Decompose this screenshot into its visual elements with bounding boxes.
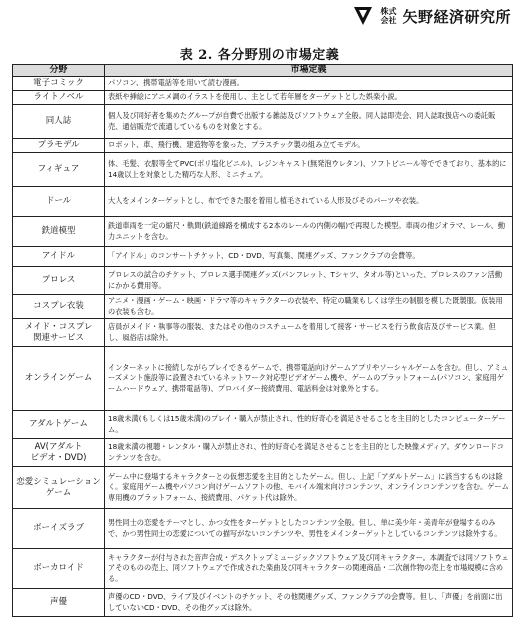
definition-cell: 男性同士の恋愛をテーマとし、かつ女性をターゲットとしたコンテンツ全般。但し、単に美少年・美青年が登場するのみで、かつ男性同士の恋愛についての描写がないコンテンツや、男性をメインターゲットとしているコンテンツは除外する。 bbox=[105, 509, 513, 549]
table-row bbox=[13, 411, 513, 439]
category-cell bbox=[13, 295, 105, 319]
table-row bbox=[13, 153, 513, 187]
table-row bbox=[13, 247, 513, 267]
yano-logo-icon bbox=[352, 5, 374, 27]
table-row bbox=[13, 105, 513, 139]
definition-cell: ロボット、車、飛行機、建造物等を象った、プラスチック製の組み立てモデル。 bbox=[105, 139, 513, 153]
category-cell bbox=[13, 319, 105, 347]
category-cell bbox=[13, 247, 105, 267]
table-row bbox=[13, 267, 513, 295]
definition-cell: 鉄道車両を一定の縮尺・軌間(鉄道線路を構成する2本のレールの内側の幅)で再現した模型。車両の他ジオラマ、レール、動力ユニットを含む。 bbox=[105, 217, 513, 247]
table-row bbox=[13, 509, 513, 549]
category-cell bbox=[13, 411, 105, 439]
table-row bbox=[13, 589, 513, 617]
category-cell bbox=[13, 105, 105, 139]
category-label: フィギュア bbox=[37, 164, 80, 174]
category-label: コスプレ衣装 bbox=[33, 301, 84, 311]
category-label: オンラインゲーム bbox=[24, 373, 93, 383]
definition-cell: ゲーム中に登場するキャラクターとの仮想恋愛を主目的としたゲーム。但し、上記「アダルトゲーム」に該当するものは除く。家庭用ゲーム機やパソコン向けゲームソフトの他、モバイル端末向けコンテンツ、オンラインコンテンツを含む。ゲーム専用機のプラットフォーム、接続費用、パケット代は除外。 bbox=[105, 467, 513, 509]
category-label: アダルトゲーム bbox=[29, 419, 88, 429]
definition-cell: アニメ・漫画・ゲーム・映画・ドラマ等のキャラクターの衣装や、特定の職業もしくは学生の制服を模した既製服。仮装用の衣装も含む。 bbox=[105, 295, 513, 319]
table-row bbox=[13, 347, 513, 411]
table-row bbox=[13, 319, 513, 347]
definition-cell: インターネットに接続しながらプレイできるゲームで、携帯電話向けゲームアプリやソーシャルゲームを含む。但し、アミューズメント施設等に設置されているネットワーク対応型ビデオゲーム機や、ゲームのプラットフォーム(パソコン、家庭用ゲームハードウェア、携帯電話等)、プロバイダー接続費用、電話料金は対象外とする。 bbox=[105, 347, 513, 411]
table-row bbox=[13, 549, 513, 589]
table-row bbox=[13, 439, 513, 467]
category-label: アイドル bbox=[41, 251, 76, 261]
definition-cell: 店員がメイド・執事等の服装、またはその他のコスチュームを着用して接客・サービスを行う飲食店及びサービス業。但し、風俗店は除外。 bbox=[105, 319, 513, 347]
table-row bbox=[13, 217, 513, 247]
category-cell bbox=[13, 153, 105, 187]
category-label: 声優 bbox=[49, 597, 67, 607]
table-row bbox=[13, 187, 513, 217]
brand-header bbox=[352, 2, 511, 30]
category-label: ライトノベル bbox=[33, 92, 84, 102]
table-row bbox=[13, 91, 513, 105]
category-label: 恋愛シミュレーション ゲーム bbox=[16, 476, 101, 498]
category-label: 鉄道模型 bbox=[41, 226, 76, 236]
category-cell bbox=[13, 509, 105, 549]
definition-cell: パソコン、携帯電話等を用いて読む漫画。 bbox=[105, 77, 513, 91]
category-cell bbox=[13, 139, 105, 153]
category-label: AV(アダルト ビデオ・DVD) bbox=[30, 441, 87, 463]
category-cell bbox=[13, 467, 105, 509]
category-cell bbox=[13, 187, 105, 217]
category-label: ドール bbox=[45, 196, 72, 206]
table-row bbox=[13, 139, 513, 153]
company-type-label: 株式 会社 bbox=[380, 6, 397, 25]
category-label: ボーイズラブ bbox=[33, 523, 84, 533]
category-label: 同人誌 bbox=[45, 116, 72, 126]
category-label: プラモデル bbox=[37, 140, 80, 150]
market-definition-table bbox=[12, 64, 513, 617]
category-cell bbox=[13, 439, 105, 467]
table-row bbox=[13, 77, 513, 91]
definition-cell: キャラクターが付与された音声合成・デスクトップミュージックソフトウェア及び同キャラクター。本調査では同ソフトウェアそのものの売上、同ソフトウェアで作成された楽曲及び同キャラクターの関連商品・二次創作物の売上を市場規模に含める。 bbox=[105, 549, 513, 589]
table-row bbox=[13, 295, 513, 319]
category-cell bbox=[13, 267, 105, 295]
category-cell bbox=[13, 589, 105, 617]
definition-cell: 体、毛髪、衣服等全てPVC(ポリ塩化ビニル)、レジンキャスト(無発泡ウレタン)、ソフトビニール等でできており、基本的に14歳以上を対象とした精巧な人形、ミニチュア。 bbox=[105, 153, 513, 187]
definition-cell: 表紙や挿絵にアニメ調のイラストを使用し、主として若年層をターゲットとした娯楽小説。 bbox=[105, 91, 513, 105]
category-label: プロレス bbox=[41, 275, 76, 285]
table-header-row bbox=[13, 65, 513, 77]
table-caption: 表 2. 各分野別の市場定義 bbox=[179, 48, 340, 63]
category-label: 電子コミック bbox=[33, 78, 84, 88]
category-cell bbox=[13, 217, 105, 247]
header-category: 分野 bbox=[13, 65, 105, 77]
header-definition: 市場定義 bbox=[105, 65, 513, 77]
category-cell bbox=[13, 549, 105, 589]
category-label: ボーカロイド bbox=[33, 563, 84, 573]
definition-cell: 声優のCD・DVD、ライブ及びイベントのチケット、その他関連グッズ、ファンクラブの会費等。但し、「声優」を前面に出していないCD・DVD、その他グッズは除外。 bbox=[105, 589, 513, 617]
definition-cell: プロレスの試合のチケット、プロレス選手関連グッズ(パンフレット、Tシャツ、タオル等)といった、プロレスのファン活動にかかる費用等。 bbox=[105, 267, 513, 295]
definition-cell: 個人及び同好者を集めたグループが自費で出版する雑誌及びソフトウェア全般。同人誌即売会、同人誌取扱店への委託販売、通信販売で流通しているものを対象とする。 bbox=[105, 105, 513, 139]
definition-cell: 「アイドル」のコンサートチケット、CD・DVD、写真集、関連グッズ、ファンクラブの会費等。 bbox=[105, 247, 513, 267]
category-cell bbox=[13, 347, 105, 411]
table-row bbox=[13, 467, 513, 509]
definition-cell: 18歳未満の視聴・レンタル・購入が禁止され、性的好奇心を満足させることを主目的とした映像メディア。ダウンロードコンテンツを含む。 bbox=[105, 439, 513, 467]
category-label: メイド・コスプレ 関連サービス bbox=[24, 321, 93, 343]
definition-cell: 大人をメインターゲットとし、布でできた服を着用し植毛されている人形及びそのパーツや衣装。 bbox=[105, 187, 513, 217]
definition-cell: 18歳未満(もしくは15歳未満)のプレイ・購入が禁止され、性的好奇心を満足させることを主目的としたコンピューターゲーム。 bbox=[105, 411, 513, 439]
category-cell bbox=[13, 91, 105, 105]
category-cell bbox=[13, 77, 105, 91]
company-name: 矢野経済研究所 bbox=[402, 7, 511, 26]
